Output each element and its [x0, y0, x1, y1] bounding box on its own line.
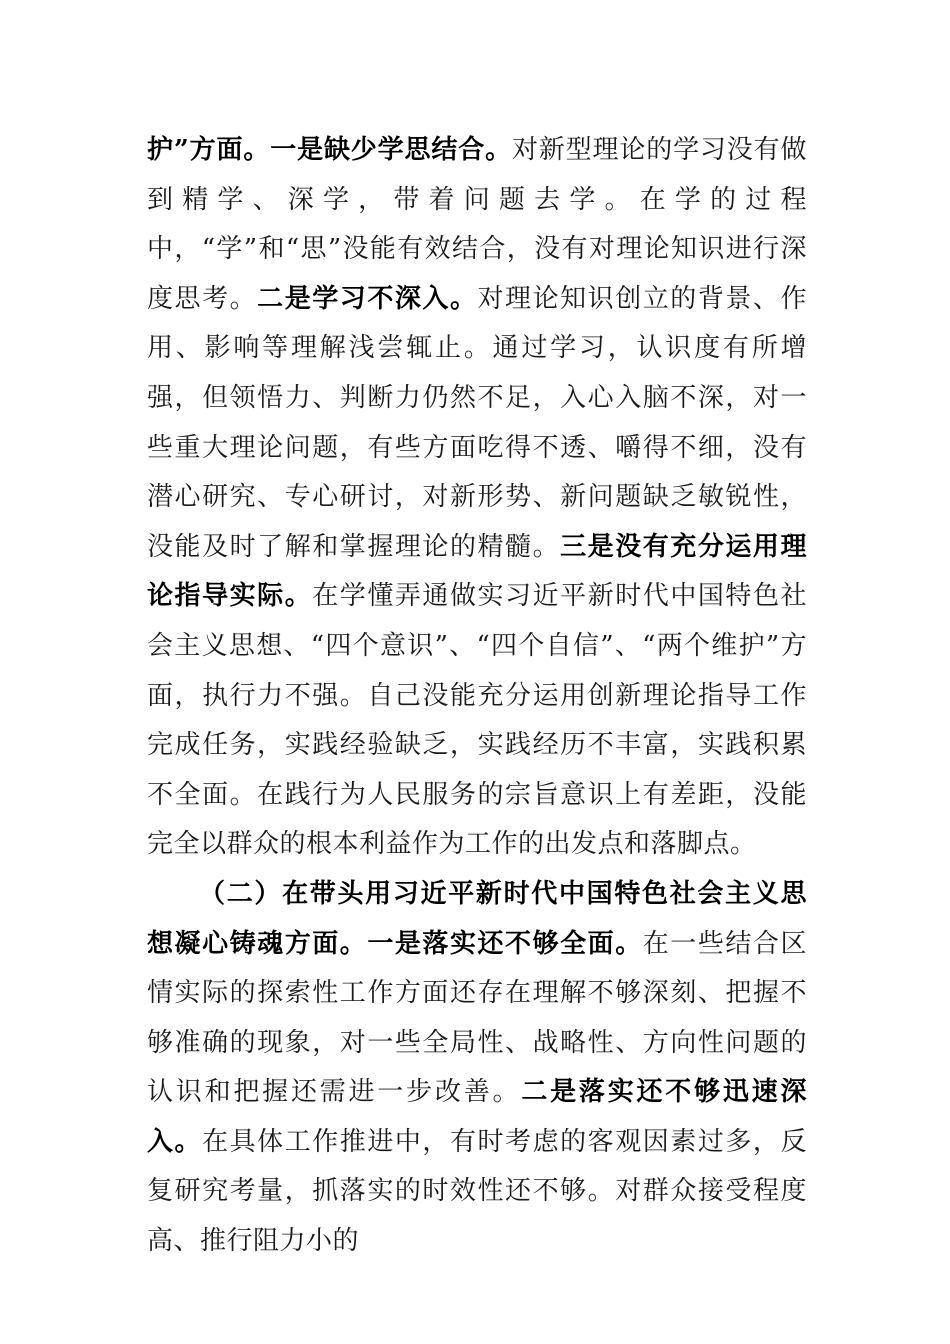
paragraph-text: 在具体工作推进中，有时考虑的客观因素过多，反复研究考量，抓落实的时效性还不够。对群众接受程度高、推行阻力小的 — [147, 1126, 807, 1257]
section-heading: （二）在带头用习近平新时代中国特色社会主义思想凝心铸魂方面。一是落实还不够全面。 — [147, 878, 807, 959]
paragraph-text: 对理论知识创立的背景、作用、影响等理解浅尝辄止。通过学习，认识度有所增强，但领悟力、判断力仍然不足，入心入脑不深，对一些重大理论问题，有些方面吃得不透、嚼得不细，没有潜心研究、专心研讨，对新形势、新问题缺乏敏锐性，没能及时了解和掌握理论的精髓。 — [147, 283, 807, 562]
bold-heading-1: 护”方面。一是缺少学思结合。 — [147, 135, 512, 165]
paragraph-1 — [147, 126, 807, 870]
paragraph-text: 对新型理论的学习没有做到精学、深学，带着问题去学。在学的过程中，“学”和“思”没能有效结合，没有对理论知识进行深度思考。 — [147, 135, 807, 314]
bold-heading-4: 二是落实还不够迅速深入。 — [147, 1077, 807, 1157]
document-body — [147, 126, 807, 1267]
bold-heading-2: 二是学习不深入。 — [257, 283, 478, 314]
paragraph-text: 在一些结合区情实际的探索性工作方面还存在理解不够深刻、把握不够准确的现象，对一些全局性、战略性、方向性问题的认识和把握还需进一步改善。 — [147, 928, 807, 1108]
bold-heading-3: 三是没有充分运用理论指导实际。 — [147, 531, 807, 612]
paragraph-text: 在学懂弄通做实习近平新时代中国特色社会主义思想、“四个意识”、“四个自信”、“两个维护”方面，执行力不强。自己没能充分运用创新理论指导工作完成任务，实践经验缺乏，实践经历不丰富，实践积累不全面。在践行为人民服务的宗旨意识上有差距，没能完全以群众的根本利益作为工作的出发点和落脚点。 — [147, 581, 807, 860]
paragraph-2 — [147, 870, 807, 1267]
